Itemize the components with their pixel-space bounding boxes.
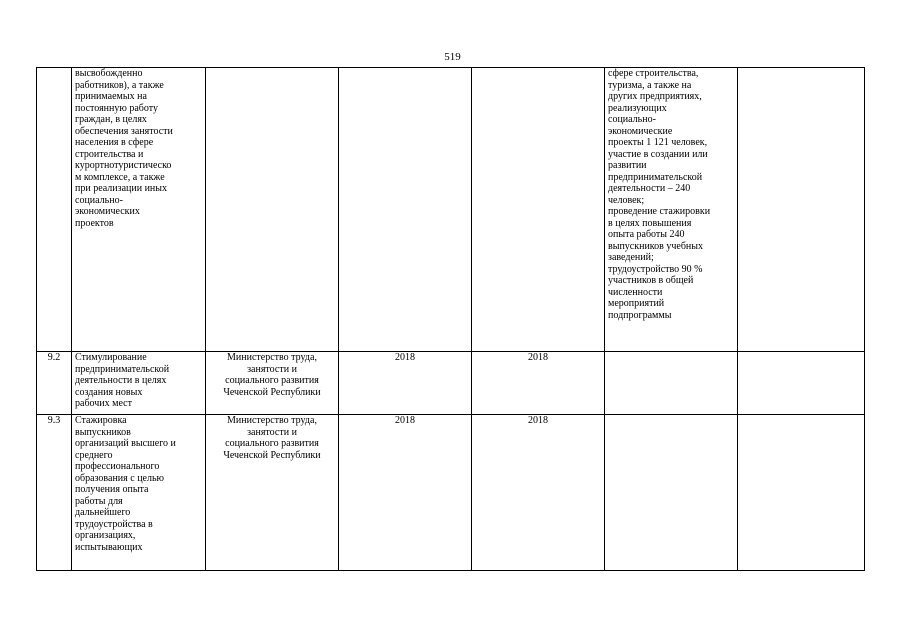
end-year: 2018 [472, 415, 605, 571]
measure-name: Стажировка выпускников организаций высшего и среднего профессионального образования с целью получения опыта работы для дальнейшего трудоустройства в организациях, испытывающих [72, 415, 206, 571]
expected-result [605, 415, 738, 571]
expected-result [605, 352, 738, 415]
extra-column [738, 352, 865, 415]
page-number: 519 [444, 51, 461, 63]
responsible-executor: Министерство труда, занятости и социального развития Чеченской Республики [206, 415, 339, 571]
start-year [339, 68, 472, 352]
table-row-continuation [37, 68, 865, 352]
row-number: 9.3 [37, 415, 72, 571]
start-year: 2018 [339, 352, 472, 415]
start-year: 2018 [339, 415, 472, 571]
responsible-executor [206, 68, 339, 352]
expected-result: сфере строительства, туризма, а также на других предприятиях, реализующих социально- экономические проекты 1 121 человек, участие в создании или развитии предпринимательской деятельности – 240 человек; проведение стажировки в целях повышения опыта работы 240 выпускников учебных заведений; трудоустройство 90 % участников в общей численности мероприятий подпрограммы [605, 68, 738, 352]
measure-name: высвобожденно работников), а также принимаемых на постоянную работу граждан, в целях обеспечения занятости населения в сфере строительства и курортнотуристическо м комплексе, а также при реализации иных социально- экономических проектов [72, 68, 206, 352]
table-row-9-3 [37, 415, 865, 571]
table-row-9-2 [37, 352, 865, 415]
row-number: 9.2 [37, 352, 72, 415]
subprogram-measures-table [36, 67, 865, 571]
row-number [37, 68, 72, 352]
extra-column [738, 415, 865, 571]
end-year [472, 68, 605, 352]
end-year: 2018 [472, 352, 605, 415]
responsible-executor: Министерство труда, занятости и социального развития Чеченской Республики [206, 352, 339, 415]
measure-name: Стимулирование предпринимательской деятельности в целях создания новых рабочих мест [72, 352, 206, 415]
extra-column [738, 68, 865, 352]
